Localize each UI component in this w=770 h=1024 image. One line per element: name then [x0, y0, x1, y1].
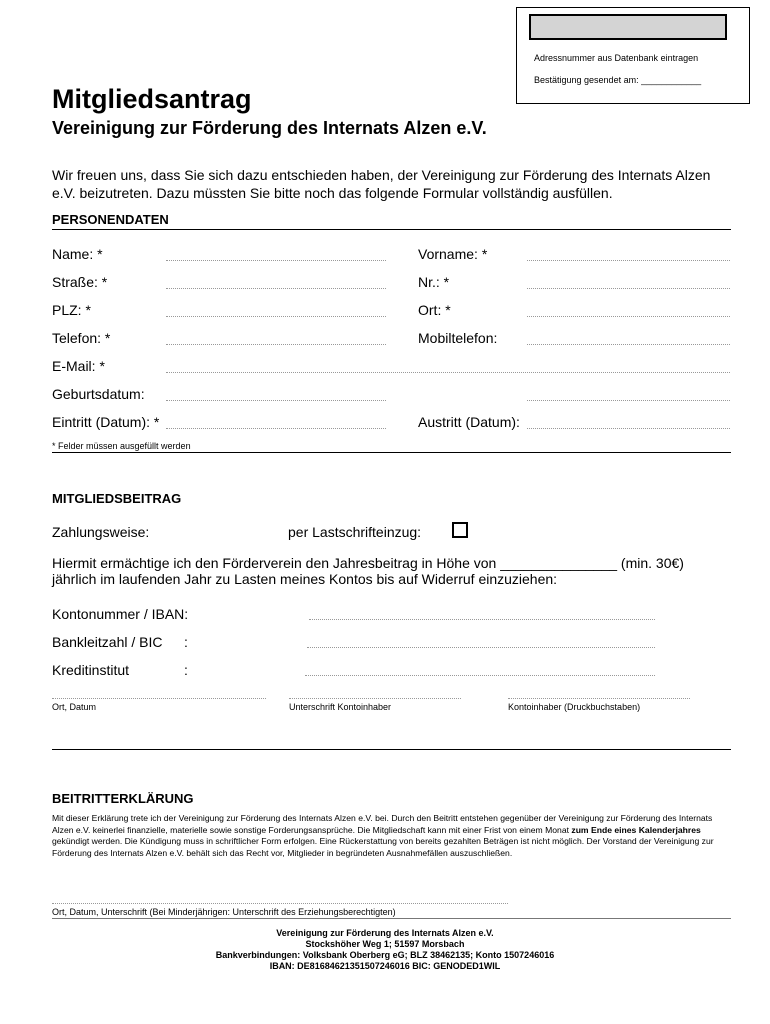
geburtsdatum-label: Geburtsdatum:: [52, 386, 145, 402]
place-date-line[interactable]: [52, 698, 266, 699]
place-date-caption: Ort, Datum: [52, 702, 97, 712]
telefon-label: Telefon: *: [52, 330, 111, 346]
payment-method-label: Zahlungsweise:: [52, 524, 150, 540]
declaration-end-rule: [52, 918, 731, 919]
strasse-label: Straße: *: [52, 274, 108, 290]
bic-colon: :: [184, 634, 188, 650]
declaration-section-title: BEITRITTERKLÄRUNG: [52, 791, 194, 806]
membership-end-rule: [52, 749, 731, 750]
address-number-field[interactable]: [529, 14, 727, 40]
intro-text: Wir freuen uns, dass Sie sich dazu entschieden haben, der Vereinigung zur Förderung des Internats Alzen e.V. beizutreten. Dazu müssten Sie bitte noch das folgende Formular vollständig ausfüllen.: [52, 167, 711, 201]
holder-print-line[interactable]: [508, 698, 690, 699]
extra-field[interactable]: [527, 400, 730, 401]
membership-section-title: MITGLIEDSBEITRAG: [52, 491, 182, 506]
institute-field[interactable]: [305, 675, 655, 676]
vorname-field[interactable]: [527, 260, 730, 261]
declaration-text-part-2: gekündigt werden. Die Kündigung muss in schriftlicher Form erfolgen. Eine Rückerstattung von bereits gezahlten Beträgen ist nicht möglich. Der Vorstand der Vereinigung zur Förderung des Internats Alzen e.V. behält sich das Recht vor, Mitglieder in begründeten Ausnahmefällen auszuschließen.: [52, 836, 714, 858]
personal-section-title: PERSONENDATEN: [52, 212, 169, 227]
nr-label: Nr.: *: [418, 274, 450, 290]
declaration-text: [52, 813, 732, 859]
office-use-box: [516, 7, 750, 104]
iban-field[interactable]: [309, 619, 655, 620]
name-field[interactable]: [166, 260, 386, 261]
direct-debit-checkbox[interactable]: [452, 522, 468, 538]
mobil-label: Mobiltelefon:: [418, 330, 498, 346]
institute-label: Kreditinstitut: [52, 662, 130, 678]
required-note: * Felder müssen ausgefüllt werden: [52, 441, 191, 451]
page-title: Mitgliedsantrag: [52, 84, 252, 114]
declaration-text-part-1: Mit dieser Erklärung trete ich der Vereinigung zur Förderung des Internats Alzen e.V. bei. Durch den Beitritt entstehen gegenüber der Vereinigung zur Förderung des Internats Alzen e.V. keinerlei finanzielle, materielle sowie sonstige Forderungsansprüche. Die Mitgliedschaft kann mit einer Frist von einem Monat: [52, 813, 713, 835]
telefon-field[interactable]: [166, 344, 386, 345]
direct-debit-label: per Lastschrifteinzug:: [288, 524, 422, 540]
footer-address: Stockshöher Weg 1; 51597 Morsbach: [305, 939, 465, 949]
ort-field[interactable]: [527, 316, 730, 317]
institute-colon: :: [184, 662, 188, 678]
eintritt-field[interactable]: [166, 428, 386, 429]
declaration-signature-caption: Ort, Datum, Unterschrift (Bei Minderjährigen: Unterschrift des Erziehungsberechtigten): [52, 907, 396, 917]
personal-section-rule: [52, 229, 731, 230]
nr-field[interactable]: [527, 288, 730, 289]
declaration-text-bold: zum Ende eines Kalenderjahres: [571, 824, 701, 835]
bic-field[interactable]: [307, 647, 655, 648]
footer-bank-details: Bankverbindungen: Volksbank Oberberg eG; BLZ 38462135; Konto 1507246016: [215, 950, 555, 960]
mandate-line-1: Hiermit ermächtige ich den Förderverein den Jahresbeitrag in Höhe von _______________ (min. 30€): [52, 555, 684, 571]
iban-label: Kontonummer / IBAN:: [52, 606, 189, 622]
mobil-field[interactable]: [527, 344, 730, 345]
email-label: E-Mail: *: [52, 358, 105, 374]
declaration-signature-line[interactable]: [52, 903, 508, 904]
bic-label: Bankleitzahl / BIC: [52, 634, 163, 650]
address-number-note: Adressnummer aus Datenbank eintragen: [534, 53, 699, 63]
ort-label: Ort: *: [418, 302, 451, 318]
page-subtitle: Vereinigung zur Förderung des Internats Alzen e.V.: [52, 118, 487, 138]
vorname-label: Vorname: *: [418, 246, 488, 262]
strasse-field[interactable]: [166, 288, 386, 289]
plz-label: PLZ: *: [52, 302, 91, 318]
email-field[interactable]: [166, 372, 730, 373]
geburtsdatum-field[interactable]: [166, 400, 386, 401]
personal-end-rule: [52, 452, 731, 453]
holder-print-caption: Kontoinhaber (Druckbuchstaben): [508, 702, 641, 712]
austritt-label: Austritt (Datum):: [418, 414, 520, 430]
austritt-field[interactable]: [527, 428, 730, 429]
eintritt-label: Eintritt (Datum): *: [52, 414, 160, 430]
confirmation-note: Bestätigung gesendet am: ____________: [534, 75, 702, 85]
account-holder-signature-line[interactable]: [289, 698, 461, 699]
mandate-line-2: jährlich im laufenden Jahr zu Lasten meines Kontos bis auf Widerruf einzuziehen:: [52, 571, 558, 587]
footer-org-name: Vereinigung zur Förderung des Internats Alzen e.V.: [276, 928, 494, 938]
account-holder-signature-caption: Unterschrift Kontoinhaber: [289, 702, 392, 712]
name-label: Name: *: [52, 246, 103, 262]
footer-iban-bic: IBAN: DE81684621351507246016 BIC: GENODED1WIL: [269, 961, 501, 971]
plz-field[interactable]: [166, 316, 386, 317]
